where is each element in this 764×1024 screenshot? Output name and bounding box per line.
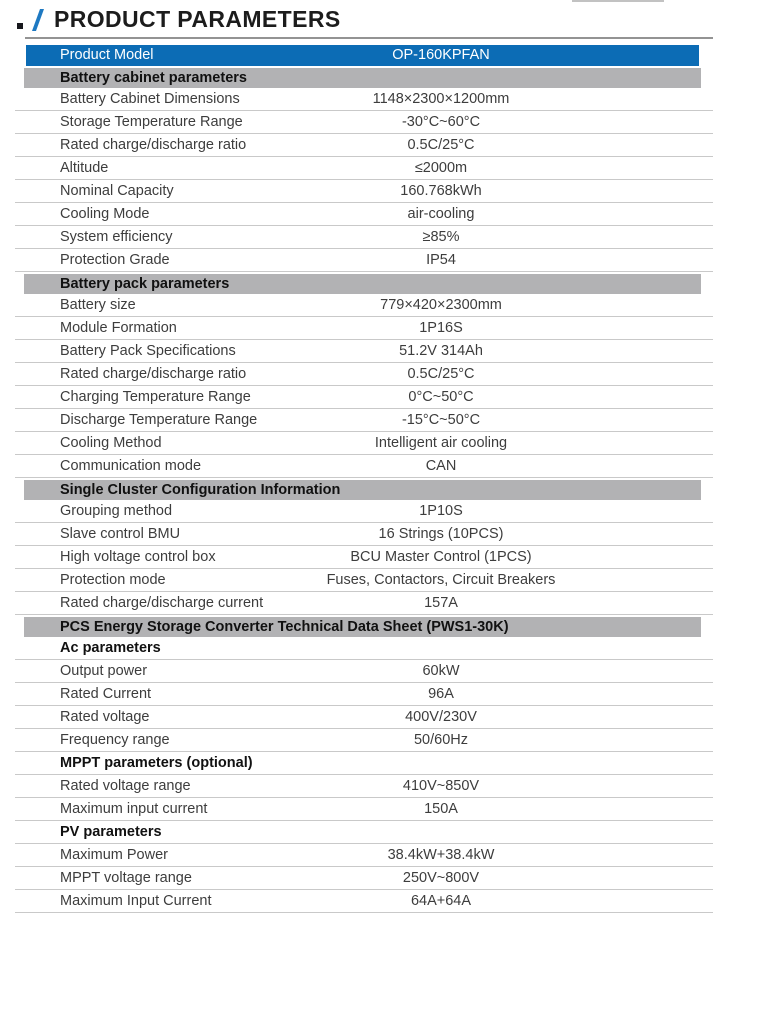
section-heading-bar: Battery cabinet parameters	[24, 68, 701, 88]
product-model-label: Product Model	[60, 47, 154, 63]
parameter-label: Module Formation	[60, 320, 177, 336]
parameter-label: Protection Grade	[60, 252, 170, 268]
parameter-value: 96A	[428, 686, 454, 702]
parameter-label: Battery size	[60, 297, 136, 313]
parameter-label: Cooling Method	[60, 435, 162, 451]
parameter-row	[15, 455, 713, 478]
parameter-label: Altitude	[60, 160, 109, 176]
page-header	[12, 4, 341, 34]
section-subheader: MPPT parameters (optional)	[15, 752, 713, 775]
parameter-row	[15, 134, 713, 157]
parameter-label: Frequency range	[60, 732, 170, 748]
section-subheader: PV parameters	[15, 821, 713, 844]
parameter-value: 1P16S	[419, 320, 463, 336]
section-subheader: Ac parameters	[15, 637, 713, 660]
parameter-row	[15, 111, 713, 134]
parameter-value: 410V~850V	[402, 778, 480, 794]
parameter-label: Slave control BMU	[60, 526, 181, 542]
parameter-value: -30°C~60°C	[401, 114, 481, 130]
parameter-row	[15, 386, 713, 409]
parameter-value: 1148×2300×1200mm	[372, 91, 510, 107]
parameter-value: 1P10S	[419, 503, 463, 519]
parameter-label: Storage Temperature Range	[60, 114, 243, 130]
parameter-value: -15°C~50°C	[401, 412, 481, 428]
parameter-row	[15, 729, 713, 752]
parameter-row	[15, 706, 713, 729]
parameter-value: 0°C~50°C	[408, 389, 474, 405]
parameter-row	[15, 317, 713, 340]
parameter-row	[15, 157, 713, 180]
parameter-label: Battery Cabinet Dimensions	[60, 91, 240, 107]
parameter-value: 50/60Hz	[413, 732, 468, 748]
brand-slash-icon	[12, 4, 54, 34]
parameter-row	[15, 409, 713, 432]
parameter-value: 60kW	[422, 663, 460, 679]
parameter-row	[15, 798, 713, 821]
parameter-value: 16 Strings (10PCS)	[378, 526, 504, 542]
parameter-label: Grouping method	[60, 503, 173, 519]
parameter-row	[15, 890, 713, 913]
page-title: PRODUCT PARAMETERS	[54, 5, 341, 32]
parameter-row	[15, 844, 713, 867]
parameter-label: Rated charge/discharge ratio	[60, 137, 247, 153]
parameter-row	[15, 683, 713, 706]
parameter-value: 250V~800V	[402, 870, 480, 886]
product-parameters-table	[15, 45, 713, 913]
parameter-label: Output power	[60, 663, 148, 679]
parameter-row	[15, 523, 713, 546]
parameter-value: 400V/230V	[405, 709, 477, 725]
parameter-value: 150A	[424, 801, 458, 817]
parameter-label: Rated charge/discharge current	[60, 595, 264, 611]
parameter-value: 160.768kWh	[400, 183, 482, 199]
parameter-row	[15, 363, 713, 386]
parameter-label: Protection mode	[60, 572, 166, 588]
parameter-row	[15, 249, 713, 272]
parameter-label: Charging Temperature Range	[60, 389, 251, 405]
parameter-label: Rated voltage	[60, 709, 150, 725]
parameter-label: Nominal Capacity	[60, 183, 174, 199]
parameter-value: ≤2000m	[414, 160, 468, 176]
parameter-row	[15, 88, 713, 111]
parameter-value: 0.5C/25°C	[407, 366, 475, 382]
section-heading-bar: Single Cluster Configuration Information	[24, 480, 701, 500]
parameter-row	[15, 660, 713, 683]
parameter-value: 64A+64A	[410, 893, 472, 909]
parameter-value: 157A	[424, 595, 458, 611]
parameter-row	[15, 546, 713, 569]
parameter-row	[15, 592, 713, 615]
parameter-value: 38.4kW+38.4kW	[387, 847, 495, 863]
parameter-row	[15, 500, 713, 523]
parameter-label: High voltage control box	[60, 549, 216, 565]
table-sections	[15, 68, 713, 913]
parameter-value: 51.2V 314Ah	[399, 343, 483, 359]
product-model-header-row	[26, 45, 699, 66]
parameter-label: Cooling Mode	[60, 206, 150, 222]
parameter-value: Intelligent air cooling	[374, 435, 508, 451]
parameter-label: Rated voltage range	[60, 778, 191, 794]
parameter-value: air-cooling	[407, 206, 475, 222]
parameter-label: MPPT voltage range	[60, 870, 192, 886]
parameter-row	[15, 775, 713, 798]
parameter-label: Communication mode	[60, 458, 202, 474]
parameter-label: Maximum Power	[60, 847, 168, 863]
parameter-row	[15, 432, 713, 455]
page-edge-line	[572, 0, 664, 2]
parameter-row	[15, 203, 713, 226]
parameter-row	[15, 180, 713, 203]
parameter-label: Discharge Temperature Range	[60, 412, 258, 428]
parameter-value: BCU Master Control (1PCS)	[350, 549, 532, 565]
parameter-label: Battery Pack Specifications	[60, 343, 236, 359]
logo-slash-icon	[32, 9, 44, 31]
parameter-value: ≥85%	[422, 229, 460, 245]
parameter-row	[15, 569, 713, 592]
parameter-value: 0.5C/25°C	[407, 137, 475, 153]
section-heading-bar: PCS Energy Storage Converter Technical Data Sheet (PWS1-30K)	[24, 617, 701, 637]
parameter-row	[15, 867, 713, 890]
parameter-value: Fuses, Contactors, Circuit Breakers	[326, 572, 556, 588]
parameter-row	[15, 294, 713, 317]
parameter-row	[15, 340, 713, 363]
section-heading-bar: Battery pack parameters	[24, 274, 701, 294]
product-model-value: OP-160KPFAN	[392, 47, 490, 63]
logo-dot-icon	[17, 23, 23, 29]
parameter-label: Maximum input current	[60, 801, 208, 817]
parameter-label: Rated Current	[60, 686, 152, 702]
parameter-label: Rated charge/discharge ratio	[60, 366, 247, 382]
parameter-value: 779×420×2300mm	[380, 297, 502, 313]
parameter-label: Maximum Input Current	[60, 893, 212, 909]
header-divider	[25, 37, 713, 39]
parameter-value: CAN	[425, 458, 457, 474]
parameter-row	[15, 226, 713, 249]
parameter-label: System efficiency	[60, 229, 173, 245]
parameter-value: IP54	[426, 252, 456, 268]
